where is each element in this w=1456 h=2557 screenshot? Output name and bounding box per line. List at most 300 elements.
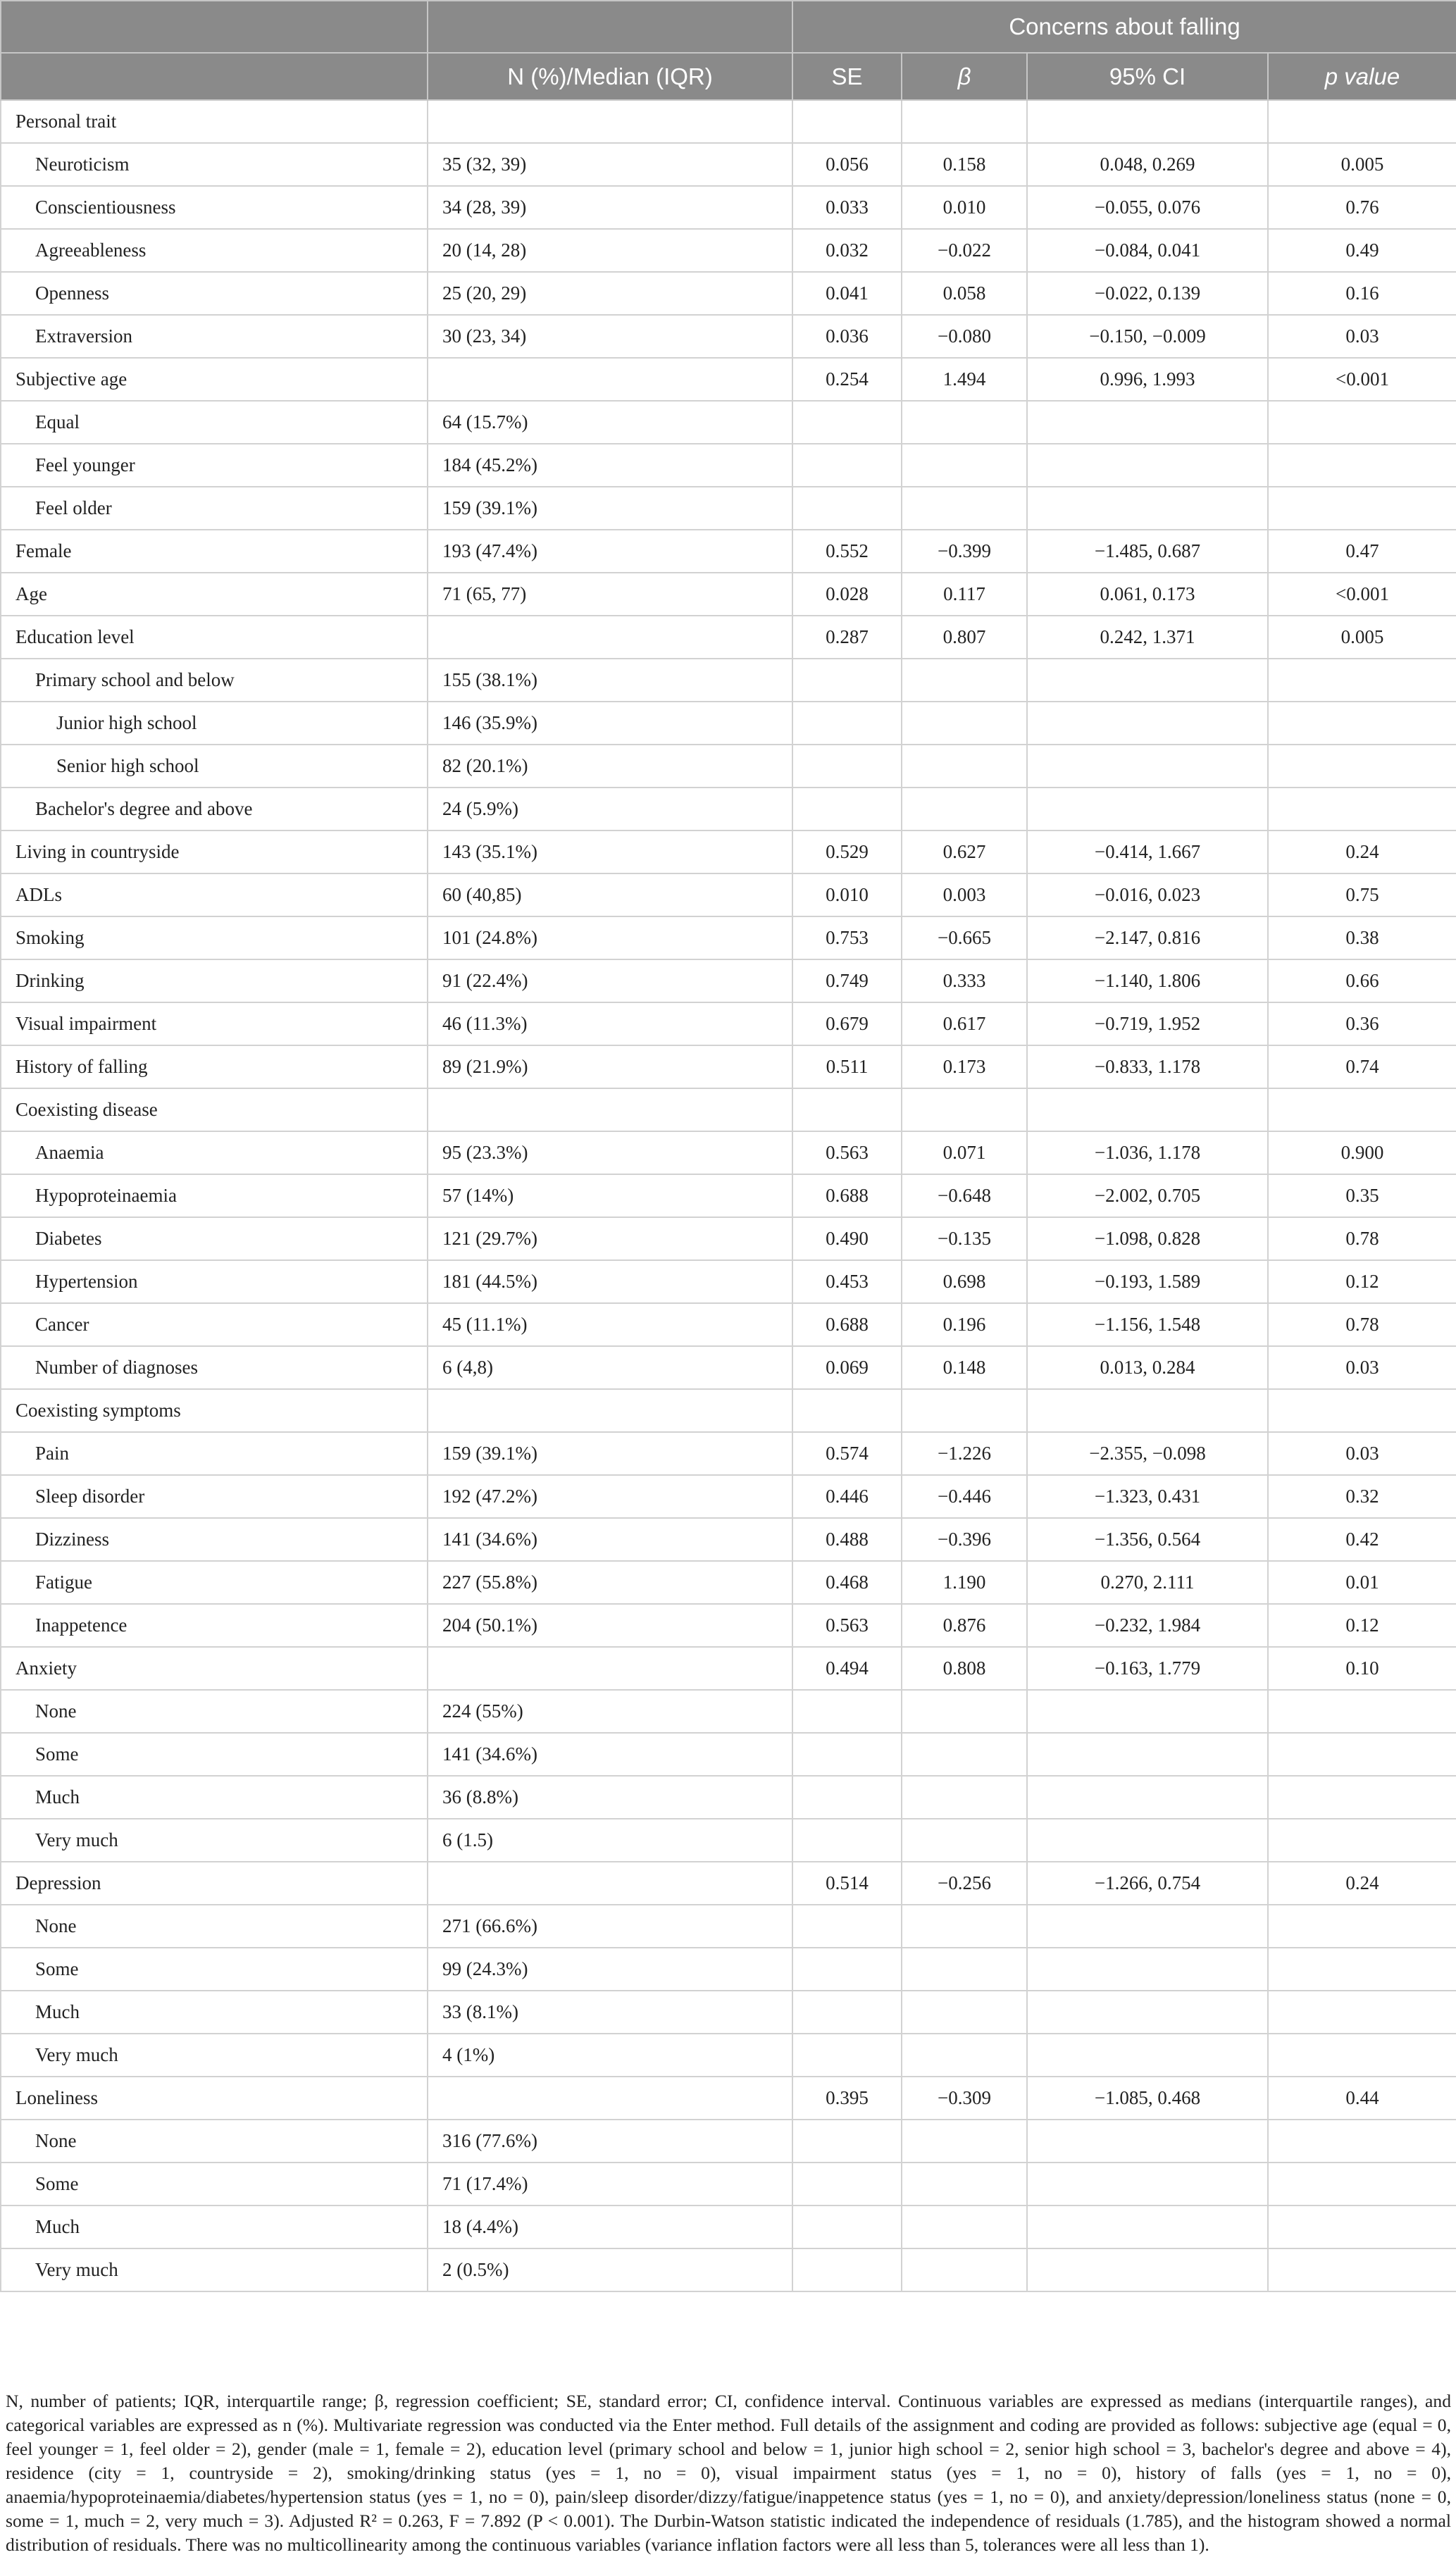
cell-beta	[902, 2248, 1027, 2291]
cell-p-value: 0.03	[1268, 315, 1456, 358]
cell-beta: 0.196	[902, 1303, 1027, 1346]
cell-se	[792, 745, 902, 788]
cell-n-median-iqr: 91 (22.4%)	[428, 959, 792, 1002]
cell-p-value	[1268, 2120, 1456, 2163]
cell-n-median-iqr: 45 (11.1%)	[428, 1303, 792, 1346]
cell-n-median-iqr: 99 (24.3%)	[428, 1948, 792, 1991]
cell-beta	[902, 444, 1027, 487]
cell-se	[792, 100, 902, 143]
cell-beta	[902, 2034, 1027, 2077]
cell-n-median-iqr	[428, 1389, 792, 1432]
row-label: Feel older	[1, 487, 428, 530]
cell-beta	[902, 1776, 1027, 1819]
cell-95-ci: −1.485, 0.687	[1027, 530, 1268, 573]
cell-se	[792, 1819, 902, 1862]
table-row	[1, 745, 1456, 788]
table-row	[1, 444, 1456, 487]
cell-95-ci	[1027, 1776, 1268, 1819]
cell-95-ci: −2.147, 0.816	[1027, 916, 1268, 959]
cell-se	[792, 401, 902, 444]
cell-se: 0.529	[792, 830, 902, 873]
cell-beta	[902, 2206, 1027, 2248]
table-row	[1, 401, 1456, 444]
cell-n-median-iqr: 24 (5.9%)	[428, 788, 792, 830]
table-footnote: N, number of patients; IQR, interquartile range; β, regression coefficient; SE, standard error; CI, confidence interval. Continuous variables are expressed as medians (interquartile ranges), and categorical variables are expressed as n (%). Multivariate regression was conducted via the Enter method. Full details of the assignment and coding are provided as follows: subjective age (equal = 0, feel younger = 1, feel older = 2), gender (male = 1, female = 2), education level (primary school and below = 1, junior high school = 2, senior high school = 3, bachelor's degree and above = 4), residence (city = 1, countryside = 2), smoking/drinking status (yes = 1, no = 0), visual impairment status (yes = 1, no = 0), history of falls (yes = 1, no = 0), anaemia/hypoproteinaemia/diabetes/hypertension status (yes = 1, no = 0), pain/sleep disorder/dizzy/fatigue/inappetence status (yes = 1, no = 0), and anxiety/depression/loneliness status (none = 0, some = 1, much = 2, very much = 3). Adjusted R² = 0.263, F = 7.892 (P < 0.001). The Durbin-Watson statistic indicated the independence of residuals (1.785), and the histogram showed a normal distribution of residuals. There was no multicollinearity among the continuous variables (variance inflation factors were all less than 5, tolerances were all less than 1).	[6, 2391, 1451, 2555]
cell-95-ci: −0.193, 1.589	[1027, 1260, 1268, 1303]
table-body	[1, 100, 1456, 2291]
cell-p-value: 0.75	[1268, 873, 1456, 916]
cell-95-ci	[1027, 745, 1268, 788]
cell-n-median-iqr	[428, 2077, 792, 2120]
cell-p-value: <0.001	[1268, 358, 1456, 401]
row-label: Some	[1, 1733, 428, 1776]
cell-n-median-iqr: 121 (29.7%)	[428, 1217, 792, 1260]
cell-beta: 0.058	[902, 272, 1027, 315]
cell-se: 0.032	[792, 229, 902, 272]
cell-n-median-iqr: 57 (14%)	[428, 1174, 792, 1217]
cell-beta: 0.617	[902, 1002, 1027, 1045]
cell-se: 0.453	[792, 1260, 902, 1303]
cell-95-ci: −1.356, 0.564	[1027, 1518, 1268, 1561]
header-se: SE	[792, 53, 902, 100]
cell-95-ci: −0.055, 0.076	[1027, 186, 1268, 229]
cell-95-ci: −1.085, 0.468	[1027, 2077, 1268, 2120]
cell-se	[792, 2120, 902, 2163]
cell-95-ci: −2.002, 0.705	[1027, 1174, 1268, 1217]
cell-p-value: 0.16	[1268, 272, 1456, 315]
cell-p-value: 0.38	[1268, 916, 1456, 959]
cell-se: 0.688	[792, 1303, 902, 1346]
cell-beta	[902, 702, 1027, 745]
cell-95-ci	[1027, 1991, 1268, 2034]
cell-se: 0.749	[792, 959, 902, 1002]
cell-se	[792, 2034, 902, 2077]
table-row	[1, 2248, 1456, 2291]
cell-95-ci: −0.084, 0.041	[1027, 229, 1268, 272]
table-row	[1, 1647, 1456, 1690]
cell-p-value	[1268, 2034, 1456, 2077]
cell-p-value	[1268, 1819, 1456, 1862]
table-header	[1, 1, 1456, 100]
cell-se	[792, 1991, 902, 2034]
row-label: Dizziness	[1, 1518, 428, 1561]
table-row	[1, 830, 1456, 873]
row-label: Very much	[1, 1819, 428, 1862]
row-label: Depression	[1, 1862, 428, 1905]
cell-p-value: 0.12	[1268, 1260, 1456, 1303]
row-label: Agreeableness	[1, 229, 428, 272]
cell-beta: 1.190	[902, 1561, 1027, 1604]
cell-95-ci	[1027, 1819, 1268, 1862]
cell-95-ci	[1027, 444, 1268, 487]
cell-p-value: 0.66	[1268, 959, 1456, 1002]
table-row	[1, 788, 1456, 830]
cell-n-median-iqr	[428, 100, 792, 143]
cell-p-value: 0.005	[1268, 143, 1456, 186]
cell-p-value	[1268, 659, 1456, 702]
row-label: Inappetence	[1, 1604, 428, 1647]
cell-95-ci: −1.266, 0.754	[1027, 1862, 1268, 1905]
cell-95-ci: −0.719, 1.952	[1027, 1002, 1268, 1045]
header-empty-cell	[1, 53, 428, 100]
row-label: Subjective age	[1, 358, 428, 401]
cell-p-value: 0.74	[1268, 1045, 1456, 1088]
cell-n-median-iqr: 224 (55%)	[428, 1690, 792, 1733]
cell-se	[792, 487, 902, 530]
cell-se: 0.511	[792, 1045, 902, 1088]
cell-n-median-iqr: 227 (55.8%)	[428, 1561, 792, 1604]
row-label: Number of diagnoses	[1, 1346, 428, 1389]
table-row	[1, 2163, 1456, 2206]
cell-p-value	[1268, 1088, 1456, 1131]
cell-beta: 0.807	[902, 616, 1027, 659]
cell-p-value: 0.12	[1268, 1604, 1456, 1647]
cell-n-median-iqr: 141 (34.6%)	[428, 1518, 792, 1561]
table-row	[1, 1862, 1456, 1905]
table-row	[1, 1819, 1456, 1862]
row-label: None	[1, 2120, 428, 2163]
cell-n-median-iqr: 2 (0.5%)	[428, 2248, 792, 2291]
cell-beta: 0.333	[902, 959, 1027, 1002]
cell-beta	[902, 1948, 1027, 1991]
row-label: Junior high school	[1, 702, 428, 745]
table-row	[1, 873, 1456, 916]
cell-se	[792, 788, 902, 830]
cell-beta: 0.071	[902, 1131, 1027, 1174]
cell-95-ci	[1027, 401, 1268, 444]
row-label: History of falling	[1, 1045, 428, 1088]
table-row	[1, 1088, 1456, 1131]
table-row	[1, 358, 1456, 401]
cell-p-value: 0.900	[1268, 1131, 1456, 1174]
cell-95-ci: −0.150, −0.009	[1027, 315, 1268, 358]
cell-p-value: 0.47	[1268, 530, 1456, 573]
row-label: Anxiety	[1, 1647, 428, 1690]
table-row	[1, 1303, 1456, 1346]
cell-95-ci	[1027, 2248, 1268, 2291]
table-row	[1, 143, 1456, 186]
cell-se: 0.010	[792, 873, 902, 916]
table-row	[1, 1690, 1456, 1733]
cell-se	[792, 702, 902, 745]
cell-n-median-iqr: 146 (35.9%)	[428, 702, 792, 745]
table-row	[1, 1432, 1456, 1475]
row-label: Loneliness	[1, 2077, 428, 2120]
cell-n-median-iqr: 35 (32, 39)	[428, 143, 792, 186]
cell-95-ci	[1027, 1690, 1268, 1733]
cell-p-value: 0.78	[1268, 1303, 1456, 1346]
cell-n-median-iqr: 204 (50.1%)	[428, 1604, 792, 1647]
cell-se	[792, 444, 902, 487]
cell-p-value	[1268, 788, 1456, 830]
row-label: Education level	[1, 616, 428, 659]
cell-se	[792, 1948, 902, 1991]
cell-n-median-iqr: 71 (65, 77)	[428, 573, 792, 616]
cell-p-value	[1268, 401, 1456, 444]
header-n-median-iqr: N (%)/Median (IQR)	[428, 53, 792, 100]
row-label: Visual impairment	[1, 1002, 428, 1045]
row-label: Pain	[1, 1432, 428, 1475]
table-row	[1, 1174, 1456, 1217]
cell-beta: −0.309	[902, 2077, 1027, 2120]
cell-95-ci	[1027, 2163, 1268, 2206]
cell-95-ci	[1027, 1948, 1268, 1991]
cell-n-median-iqr: 159 (39.1%)	[428, 1432, 792, 1475]
cell-n-median-iqr: 141 (34.6%)	[428, 1733, 792, 1776]
table-row	[1, 1045, 1456, 1088]
row-label: Sleep disorder	[1, 1475, 428, 1518]
row-label: Openness	[1, 272, 428, 315]
cell-n-median-iqr: 181 (44.5%)	[428, 1260, 792, 1303]
cell-beta	[902, 100, 1027, 143]
cell-se: 0.036	[792, 315, 902, 358]
cell-p-value	[1268, 1991, 1456, 2034]
table-row	[1, 1346, 1456, 1389]
cell-n-median-iqr: 30 (23, 34)	[428, 315, 792, 358]
table-row	[1, 1991, 1456, 2034]
table-row	[1, 229, 1456, 272]
cell-beta	[902, 2120, 1027, 2163]
cell-se: 0.574	[792, 1432, 902, 1475]
row-label: Diabetes	[1, 1217, 428, 1260]
row-label: Age	[1, 573, 428, 616]
row-label: Hypertension	[1, 1260, 428, 1303]
cell-n-median-iqr	[428, 1647, 792, 1690]
row-label: Very much	[1, 2248, 428, 2291]
cell-beta: 0.173	[902, 1045, 1027, 1088]
table-row	[1, 186, 1456, 229]
row-label: Female	[1, 530, 428, 573]
cell-p-value: 0.10	[1268, 1647, 1456, 1690]
cell-beta	[902, 487, 1027, 530]
cell-n-median-iqr	[428, 1862, 792, 1905]
table-row	[1, 659, 1456, 702]
cell-se	[792, 2163, 902, 2206]
table-row	[1, 1131, 1456, 1174]
cell-se: 0.753	[792, 916, 902, 959]
row-label: Neuroticism	[1, 143, 428, 186]
cell-se: 0.446	[792, 1475, 902, 1518]
table-row	[1, 1260, 1456, 1303]
cell-beta: 0.808	[902, 1647, 1027, 1690]
cell-beta	[902, 659, 1027, 702]
cell-95-ci: −1.323, 0.431	[1027, 1475, 1268, 1518]
row-label: Much	[1, 1991, 428, 2034]
cell-p-value: 0.03	[1268, 1432, 1456, 1475]
table-row	[1, 916, 1456, 959]
cell-beta	[902, 401, 1027, 444]
cell-beta	[902, 1733, 1027, 1776]
table-row	[1, 1561, 1456, 1604]
cell-se: 0.552	[792, 530, 902, 573]
cell-se	[792, 2248, 902, 2291]
cell-beta	[902, 745, 1027, 788]
table-row	[1, 315, 1456, 358]
cell-95-ci	[1027, 1088, 1268, 1131]
row-label: Primary school and below	[1, 659, 428, 702]
row-label: Feel younger	[1, 444, 428, 487]
cell-n-median-iqr: 184 (45.2%)	[428, 444, 792, 487]
table-row	[1, 1776, 1456, 1819]
cell-se: 0.028	[792, 573, 902, 616]
cell-n-median-iqr: 316 (77.6%)	[428, 2120, 792, 2163]
cell-n-median-iqr: 6 (4,8)	[428, 1346, 792, 1389]
cell-95-ci: 0.061, 0.173	[1027, 573, 1268, 616]
cell-n-median-iqr: 6 (1.5)	[428, 1819, 792, 1862]
cell-95-ci: −1.156, 1.548	[1027, 1303, 1268, 1346]
cell-beta: −0.022	[902, 229, 1027, 272]
table-row	[1, 702, 1456, 745]
cell-beta: −0.135	[902, 1217, 1027, 1260]
cell-se: 0.679	[792, 1002, 902, 1045]
header-empty-cell	[428, 1, 792, 53]
cell-n-median-iqr: 101 (24.8%)	[428, 916, 792, 959]
row-label: Bachelor's degree and above	[1, 788, 428, 830]
cell-n-median-iqr: 36 (8.8%)	[428, 1776, 792, 1819]
row-label: Extraversion	[1, 315, 428, 358]
row-label: Smoking	[1, 916, 428, 959]
cell-95-ci: −1.098, 0.828	[1027, 1217, 1268, 1260]
row-label: Senior high school	[1, 745, 428, 788]
cell-95-ci: −2.355, −0.098	[1027, 1432, 1268, 1475]
cell-p-value: 0.01	[1268, 1561, 1456, 1604]
table-row	[1, 1002, 1456, 1045]
cell-se: 0.056	[792, 143, 902, 186]
cell-p-value: 0.35	[1268, 1174, 1456, 1217]
cell-95-ci: −0.232, 1.984	[1027, 1604, 1268, 1647]
cell-se	[792, 1389, 902, 1432]
cell-beta	[902, 1819, 1027, 1862]
cell-beta: −0.396	[902, 1518, 1027, 1561]
cell-95-ci: −0.022, 0.139	[1027, 272, 1268, 315]
cell-p-value: 0.36	[1268, 1002, 1456, 1045]
cell-95-ci	[1027, 2120, 1268, 2163]
cell-p-value	[1268, 1948, 1456, 1991]
cell-n-median-iqr: 34 (28, 39)	[428, 186, 792, 229]
cell-beta: −0.080	[902, 315, 1027, 358]
row-label: Some	[1, 1948, 428, 1991]
row-label: Some	[1, 2163, 428, 2206]
cell-se: 0.287	[792, 616, 902, 659]
cell-se: 0.688	[792, 1174, 902, 1217]
cell-p-value	[1268, 1690, 1456, 1733]
table-row	[1, 616, 1456, 659]
cell-beta	[902, 1991, 1027, 2034]
table-row	[1, 2206, 1456, 2248]
cell-se: 0.563	[792, 1604, 902, 1647]
cell-n-median-iqr: 271 (66.6%)	[428, 1905, 792, 1948]
table-row	[1, 272, 1456, 315]
cell-se: 0.563	[792, 1131, 902, 1174]
cell-se	[792, 2206, 902, 2248]
cell-95-ci	[1027, 1905, 1268, 1948]
row-label: Coexisting disease	[1, 1088, 428, 1131]
cell-p-value	[1268, 2248, 1456, 2291]
cell-beta: −0.256	[902, 1862, 1027, 1905]
row-label: Very much	[1, 2034, 428, 2077]
cell-n-median-iqr: 143 (35.1%)	[428, 830, 792, 873]
cell-95-ci	[1027, 1733, 1268, 1776]
cell-n-median-iqr: 25 (20, 29)	[428, 272, 792, 315]
cell-n-median-iqr: 95 (23.3%)	[428, 1131, 792, 1174]
cell-95-ci	[1027, 659, 1268, 702]
cell-95-ci: 0.242, 1.371	[1027, 616, 1268, 659]
cell-se	[792, 1088, 902, 1131]
table-row	[1, 1604, 1456, 1647]
cell-95-ci: 0.996, 1.993	[1027, 358, 1268, 401]
row-label: Personal trait	[1, 100, 428, 143]
row-label: None	[1, 1690, 428, 1733]
cell-95-ci	[1027, 1389, 1268, 1432]
cell-p-value: 0.24	[1268, 1862, 1456, 1905]
cell-p-value	[1268, 702, 1456, 745]
cell-se: 0.395	[792, 2077, 902, 2120]
table-row	[1, 1948, 1456, 1991]
row-label: None	[1, 1905, 428, 1948]
cell-95-ci	[1027, 702, 1268, 745]
cell-95-ci: −1.036, 1.178	[1027, 1131, 1268, 1174]
cell-beta	[902, 788, 1027, 830]
cell-p-value: 0.44	[1268, 2077, 1456, 2120]
cell-n-median-iqr: 155 (38.1%)	[428, 659, 792, 702]
cell-se: 0.468	[792, 1561, 902, 1604]
cell-n-median-iqr	[428, 616, 792, 659]
cell-n-median-iqr: 82 (20.1%)	[428, 745, 792, 788]
row-label: Cancer	[1, 1303, 428, 1346]
cell-n-median-iqr: 71 (17.4%)	[428, 2163, 792, 2206]
cell-beta: 0.876	[902, 1604, 1027, 1647]
cell-n-median-iqr: 20 (14, 28)	[428, 229, 792, 272]
cell-beta: 0.627	[902, 830, 1027, 873]
cell-n-median-iqr: 89 (21.9%)	[428, 1045, 792, 1088]
cell-beta: 0.003	[902, 873, 1027, 916]
row-label: Conscientiousness	[1, 186, 428, 229]
table-row	[1, 487, 1456, 530]
cell-p-value: 0.005	[1268, 616, 1456, 659]
cell-se: 0.069	[792, 1346, 902, 1389]
cell-beta	[902, 1690, 1027, 1733]
cell-95-ci	[1027, 100, 1268, 143]
cell-beta: −0.648	[902, 1174, 1027, 1217]
cell-p-value	[1268, 1389, 1456, 1432]
cell-beta: 0.010	[902, 186, 1027, 229]
table-row	[1, 2077, 1456, 2120]
table-row	[1, 1905, 1456, 1948]
table-row	[1, 530, 1456, 573]
cell-p-value: 0.42	[1268, 1518, 1456, 1561]
row-label: Anaemia	[1, 1131, 428, 1174]
cell-p-value	[1268, 1733, 1456, 1776]
cell-95-ci: 0.048, 0.269	[1027, 143, 1268, 186]
cell-p-value	[1268, 745, 1456, 788]
row-label: Coexisting symptoms	[1, 1389, 428, 1432]
table-row	[1, 2034, 1456, 2077]
table-row	[1, 1733, 1456, 1776]
cell-n-median-iqr: 18 (4.4%)	[428, 2206, 792, 2248]
cell-p-value: 0.03	[1268, 1346, 1456, 1389]
row-label: ADLs	[1, 873, 428, 916]
cell-beta: −0.665	[902, 916, 1027, 959]
cell-se	[792, 1690, 902, 1733]
cell-95-ci	[1027, 487, 1268, 530]
cell-95-ci: −1.140, 1.806	[1027, 959, 1268, 1002]
cell-p-value: 0.78	[1268, 1217, 1456, 1260]
row-label: Hypoproteinaemia	[1, 1174, 428, 1217]
cell-p-value: 0.76	[1268, 186, 1456, 229]
table-row	[1, 1389, 1456, 1432]
cell-beta: 0.117	[902, 573, 1027, 616]
cell-p-value	[1268, 100, 1456, 143]
